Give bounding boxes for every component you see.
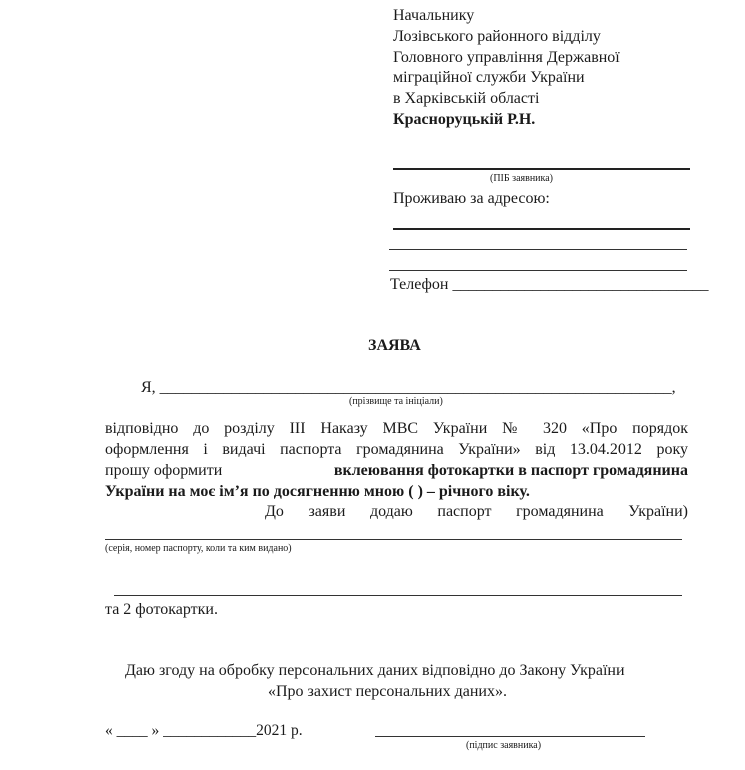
addressee-line-5: в Харківській області (393, 90, 540, 107)
body-line-3-normal: прошу оформити (105, 462, 223, 479)
statement-title: ЗАЯВА (368, 337, 421, 354)
name-caption: (прізвище та ініціали) (349, 396, 443, 407)
ya-line: Я, ________________________________________________________________, (141, 379, 676, 396)
attach-line: До заяви додаю паспорт громадянина України) (265, 503, 688, 520)
body-line-3 (105, 461, 688, 480)
sign-line (375, 736, 645, 737)
consent-line-2: «Про захист персональних даних». (268, 683, 507, 700)
photos-line: та 2 фотокартки. (105, 601, 218, 618)
addressee-name: Красноруцькій Р.Н. (393, 111, 536, 128)
addressee-line-1: Начальнику (393, 7, 475, 24)
date-line: « ____ » ____________2021 р. (105, 722, 303, 739)
addressee-line-4: міграційної служби України (393, 69, 585, 86)
sign-caption: (підпис заявника) (466, 740, 542, 751)
address-label: Проживаю за адресою: (393, 190, 550, 207)
passport-line (105, 539, 682, 540)
body-line-2: оформлення і видачі паспорта громадянина України» від 13.04.2012 року (105, 441, 688, 458)
pib-caption: (ПІБ заявника) (490, 173, 554, 184)
addressee-line-3: Головного управління Державної (393, 49, 620, 66)
body-line-1: відповідно до розділу ІІІ Наказу МВС України № 320 «Про порядок (105, 420, 688, 437)
body-line-4: України на моє ім’я по досягненню мною ( ) – річного віку. (105, 483, 530, 500)
passport-line-2 (114, 595, 682, 596)
address-line-3 (389, 270, 687, 271)
address-line-2 (389, 249, 687, 250)
phone-label: Телефон ________________________________ (390, 276, 709, 293)
addressee-line-2: Лозівського районного відділу (393, 28, 601, 45)
passport-caption: (серія, номер паспорту, коли та ким видано) (105, 543, 292, 554)
body-line-3-bold: вклеювання фотокартки в паспорт громадянина (333, 462, 688, 479)
consent-line-1: Даю згоду на обробку персональних даних відповідно до Закону України (125, 662, 625, 679)
pib-line (393, 168, 690, 170)
address-line-1 (393, 228, 690, 230)
